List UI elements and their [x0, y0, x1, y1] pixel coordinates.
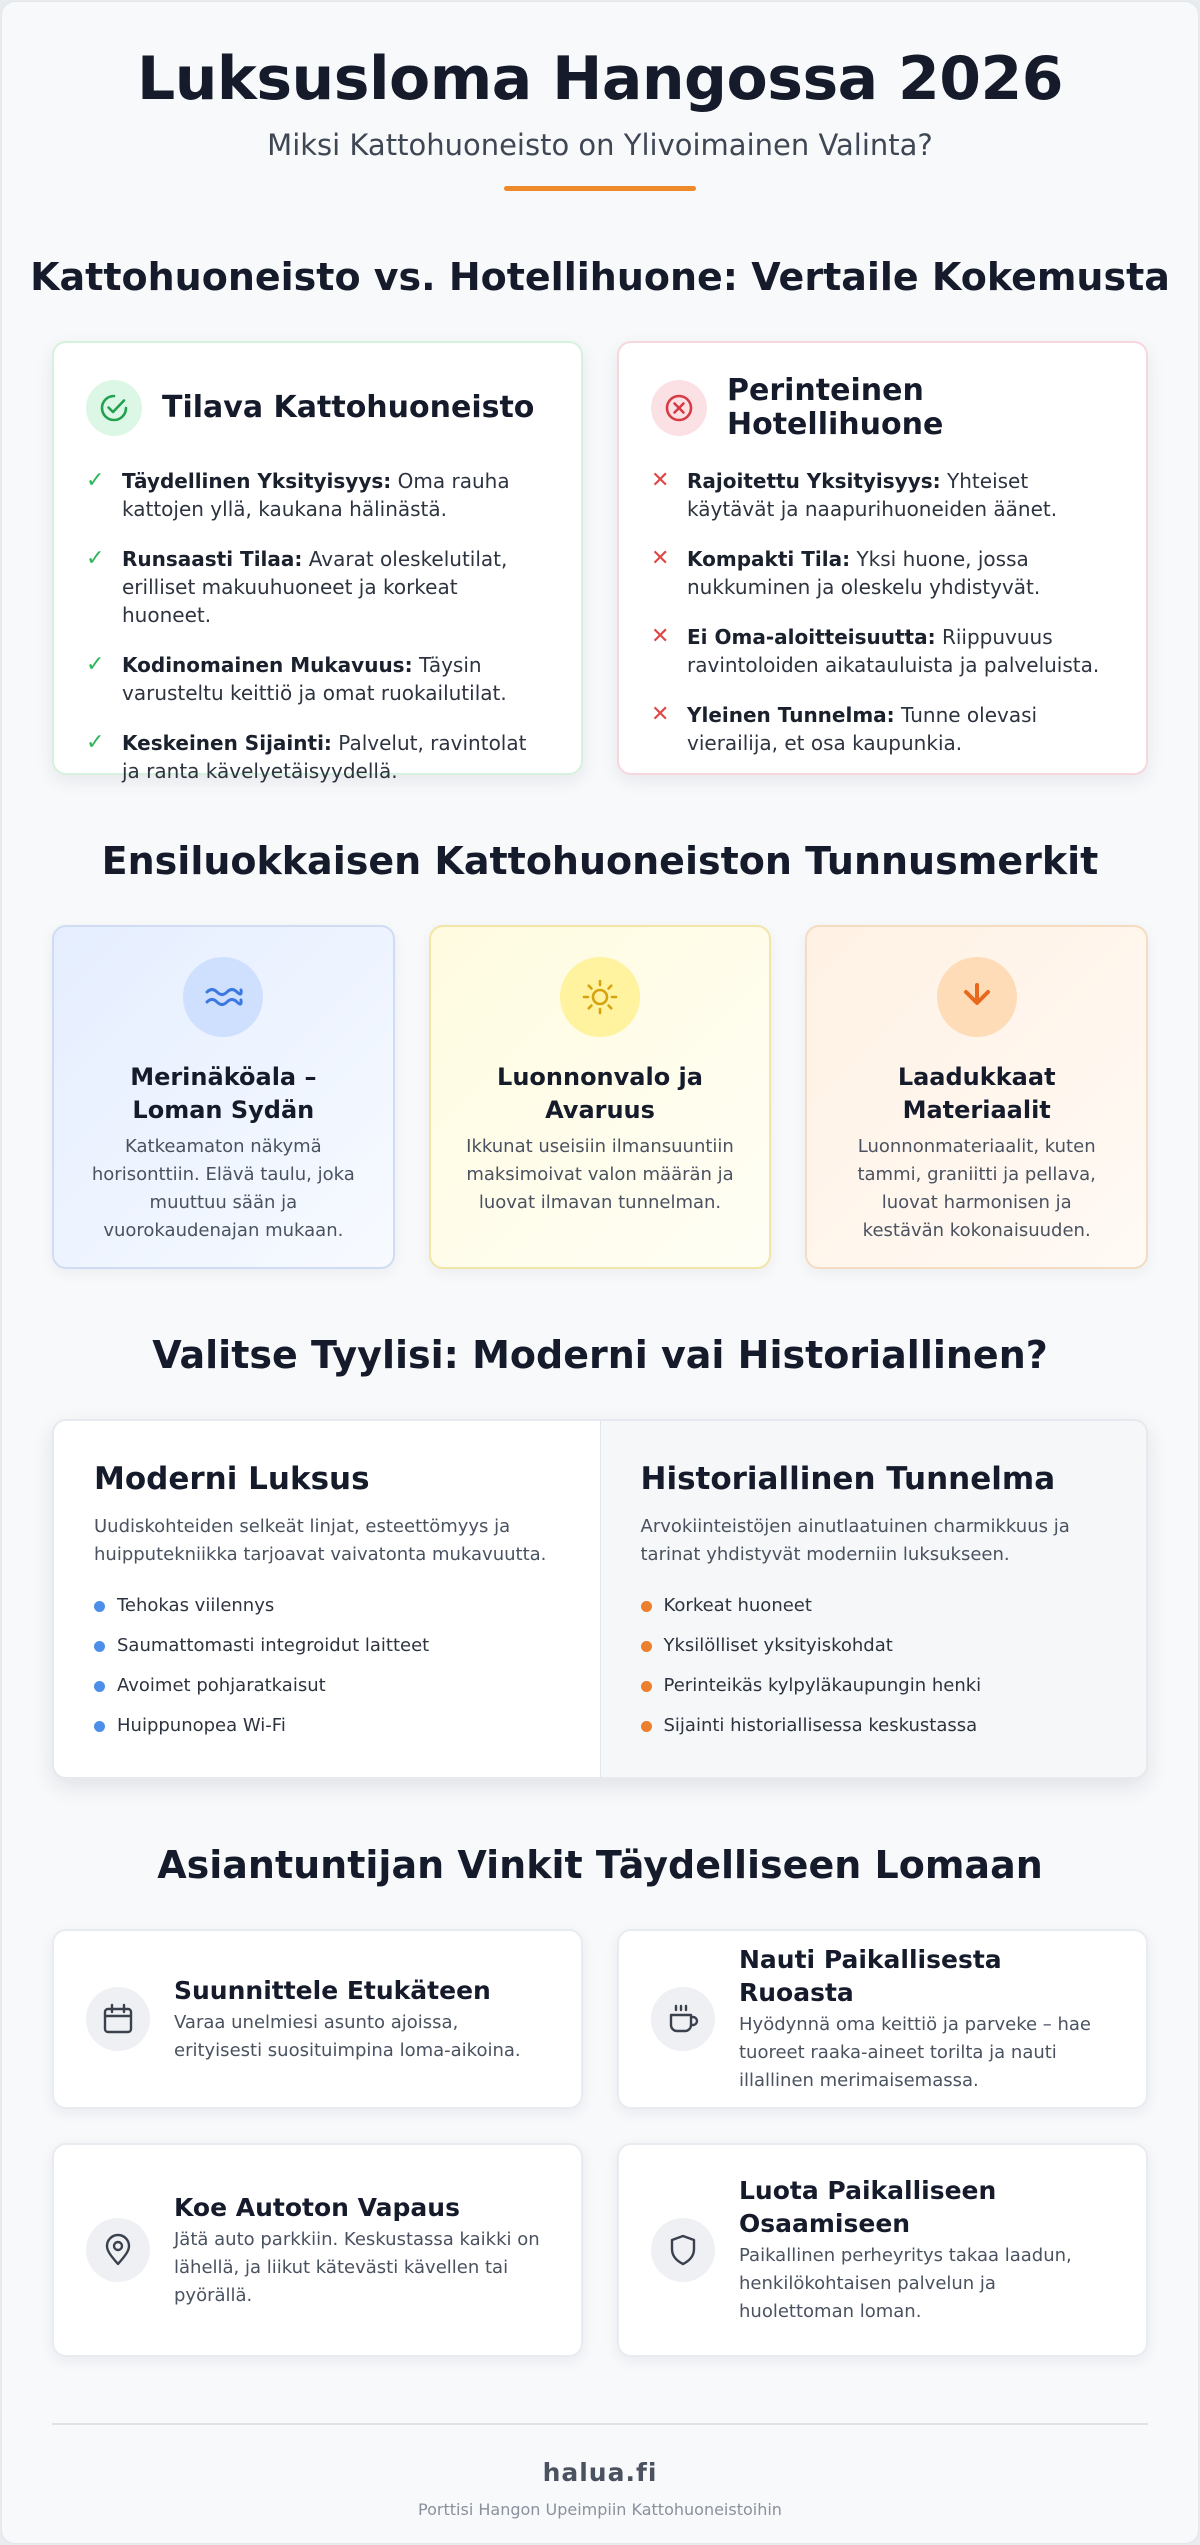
sun-icon	[560, 957, 640, 1037]
list-item	[641, 1713, 1107, 1739]
hotel-card	[617, 341, 1148, 775]
item-text: Oma rauha kattojen yllä, kaukana hälinästä.	[122, 469, 510, 521]
check-icon: ✓	[86, 546, 105, 571]
historic-style-list	[641, 1593, 1107, 1739]
tip-card-local-expertise	[617, 2143, 1148, 2357]
item-label: Keskeinen Sijainti:	[122, 731, 332, 755]
tip-card-car-free	[52, 2143, 583, 2357]
style-heading: Valitse Tyylisi: Moderni vai Historiallinen?	[152, 1333, 1048, 1377]
list-item	[651, 623, 1114, 679]
item-text: Tunne olevasi vierailija, et osa kaupunkia.	[687, 703, 1038, 755]
item-text: Yksilölliset yksityiskohdat	[663, 1635, 893, 1656]
tip-card-plan-ahead	[52, 1929, 583, 2109]
item-text: Huippunopea Wi-Fi	[117, 1715, 286, 1736]
hotel-drawbacks-list	[651, 467, 1114, 757]
tip-description: Paikallinen perheyritys takaa laadun, henkilökohtaisen palvelun ja huolettoman loman.	[739, 2245, 1072, 2322]
check-icon: ✓	[86, 730, 105, 755]
item-text: Täysin varusteltu keittiö ja omat ruokailutilat.	[122, 653, 507, 705]
list-item	[651, 545, 1114, 601]
bullet-dot	[641, 1721, 652, 1732]
item-text: Yksi huone, jossa nukkuminen ja oleskelu yhdistyvät.	[687, 547, 1041, 599]
item-label: Runsaasti Tilaa:	[122, 547, 303, 571]
bullet-dot	[641, 1641, 652, 1652]
tip-title: Koe Autoton Vapaus	[174, 2192, 460, 2222]
bullet-dot	[641, 1601, 652, 1612]
tip-card-local-food	[617, 1929, 1148, 2109]
list-item	[86, 545, 549, 629]
item-text: Sijainti historiallisessa keskustassa	[663, 1715, 978, 1736]
modern-style-column	[54, 1421, 600, 1777]
item-label: Täydellinen Yksityisyys:	[122, 469, 392, 493]
feature-description: Luonnonmateriaalit, kuten tammi, graniitti ja pellava, luovat harmonisen ja kestävän kokonaisuuden.	[857, 1136, 1096, 1241]
list-item	[641, 1673, 1107, 1699]
penthouse-title: Tilava Kattohuoneisto	[162, 390, 535, 425]
comparison-section	[2, 253, 1198, 783]
list-item	[641, 1593, 1107, 1619]
tip-description: Hyödynnä oma keittiö ja parveke – hae tuoreet raaka-aineet torilta ja nauti illallinen merimaisemassa.	[739, 2014, 1092, 2091]
footer-brand[interactable]: halua.fi	[542, 2458, 658, 2487]
check-icon: ✓	[86, 652, 105, 677]
penthouse-card	[52, 341, 583, 783]
item-text: Tehokas viilennys	[117, 1595, 275, 1616]
item-text: Avarat oleskelutilat, erilliset makuuhuoneet ja korkeat huoneet.	[122, 547, 508, 627]
bullet-dot	[94, 1601, 105, 1612]
feature-description: Katkeamaton näkymä horisonttiin. Elävä taulu, joka muuttuu sään ja vuorokaudenajan mukaan.	[91, 1136, 355, 1241]
feature-card-sea-view	[52, 925, 395, 1269]
feature-title: Merinäköala – Loman Sydän	[130, 1063, 317, 1124]
page-footer	[2, 2425, 1198, 2521]
item-text: Palvelut, ravintolat ja ranta kävelyetäisyydellä.	[122, 731, 527, 783]
historic-style-description: Arvokiinteistöjen ainutlaatuinen charmikkuus ja tarinat yhdistyvät moderniin luksukseen.	[640, 1516, 1070, 1565]
footer-tagline: Porttisi Hangon Upeimpiin Kattohuoneistoihin	[418, 2500, 782, 2519]
tip-title: Nauti Paikallisesta Ruoasta	[739, 1945, 1002, 2007]
bullet-dot	[94, 1721, 105, 1732]
list-item	[94, 1673, 560, 1699]
tip-description: Jätä auto parkkiin. Keskustassa kaikki on lähellä, ja liikut kätevästi kävellen tai pyörällä.	[174, 2228, 540, 2306]
tips-section	[2, 1841, 1198, 2357]
item-label: Yleinen Tunnelma:	[687, 703, 895, 727]
cross-icon: ✕	[651, 624, 670, 649]
penthouse-benefits-list	[86, 467, 549, 785]
item-text: Avoimet pohjaratkaisut	[117, 1675, 326, 1696]
location-pin-icon	[86, 2218, 150, 2282]
shield-icon	[651, 2218, 715, 2282]
tips-heading: Asiantuntijan Vinkit Täydelliseen Lomaan	[157, 1843, 1043, 1887]
page-title: Luksusloma Hangossa 2026	[136, 44, 1064, 114]
modern-style-list	[94, 1593, 560, 1739]
page-subtitle: Miksi Kattohuoneisto on Ylivoimainen Valinta?	[267, 128, 933, 162]
accent-divider	[504, 186, 696, 191]
list-item	[94, 1593, 560, 1619]
feature-description: Ikkunat useisiin ilmansuuntiin maksimoivat valon määrän ja luovat ilmavan tunnelman.	[466, 1136, 734, 1213]
item-label: Rajoitettu Yksityisyys:	[687, 469, 941, 493]
list-item	[651, 701, 1114, 757]
historic-style-column	[600, 1421, 1147, 1777]
style-section	[2, 1331, 1198, 1779]
item-text: Saumattomasti integroidut laitteet	[117, 1635, 430, 1656]
item-label: Ei Oma-aloitteisuutta:	[687, 625, 936, 649]
list-item	[86, 467, 549, 523]
list-item	[651, 467, 1114, 523]
features-section	[2, 837, 1198, 1269]
tip-description: Varaa unelmiesi asunto ajoissa, erityisesti suosituimpina loma-aikoina.	[174, 2011, 521, 2061]
list-item	[94, 1713, 560, 1739]
item-text: Perinteikäs kylpyläkaupungin henki	[663, 1675, 982, 1696]
cross-icon: ✕	[651, 468, 670, 493]
bullet-dot	[94, 1641, 105, 1652]
feature-card-materials	[805, 925, 1148, 1269]
features-heading: Ensiluokkaisen Kattohuoneiston Tunnusmerkit	[101, 839, 1099, 883]
item-text: Yhteiset käytävät ja naapurihuoneiden äänet.	[687, 469, 1058, 521]
list-item	[86, 651, 549, 707]
modern-style-title: Moderni Luksus	[94, 1461, 370, 1497]
comparison-heading: Kattohuoneisto vs. Hotellihuone: Vertaile Kokemusta	[30, 255, 1170, 299]
arrow-down-icon	[937, 957, 1017, 1037]
bullet-dot	[94, 1681, 105, 1692]
page-header	[2, 2, 1198, 191]
item-text: Korkeat huoneet	[663, 1595, 812, 1616]
tip-title: Luota Paikalliseen Osaamiseen	[739, 2176, 997, 2238]
style-comparison-panel	[52, 1419, 1148, 1779]
waves-icon	[183, 957, 263, 1037]
x-circle-icon	[651, 380, 707, 436]
list-item	[86, 729, 549, 785]
hotel-title: Perinteinen Hotellihuone	[727, 373, 944, 442]
calendar-icon	[86, 1987, 150, 2051]
check-icon: ✓	[86, 468, 105, 493]
page	[1, 1, 1199, 2544]
feature-title: Laadukkaat Materiaalit	[897, 1063, 1056, 1124]
bullet-dot	[641, 1681, 652, 1692]
item-label: Kompakti Tila:	[687, 547, 851, 571]
cross-icon: ✕	[651, 546, 670, 571]
cross-icon: ✕	[651, 702, 670, 727]
feature-title: Luonnonvalo ja Avaruus	[497, 1063, 703, 1124]
modern-style-description: Uudiskohteiden selkeät linjat, esteettömyys ja huipputekniikka tarjoavat vaivatonta mukavuutta.	[94, 1516, 547, 1565]
historic-style-title: Historiallinen Tunnelma	[640, 1461, 1056, 1497]
feature-card-natural-light	[429, 925, 772, 1269]
item-text: Riippuvuus ravintoloiden aikatauluista ja palveluista.	[687, 625, 1100, 677]
list-item	[641, 1633, 1107, 1659]
list-item	[94, 1633, 560, 1659]
check-circle-icon	[86, 380, 142, 436]
item-label: Kodinomainen Mukavuus:	[122, 653, 413, 677]
tip-title: Suunnittele Etukäteen	[174, 1975, 491, 2005]
coffee-cup-icon	[651, 1987, 715, 2051]
